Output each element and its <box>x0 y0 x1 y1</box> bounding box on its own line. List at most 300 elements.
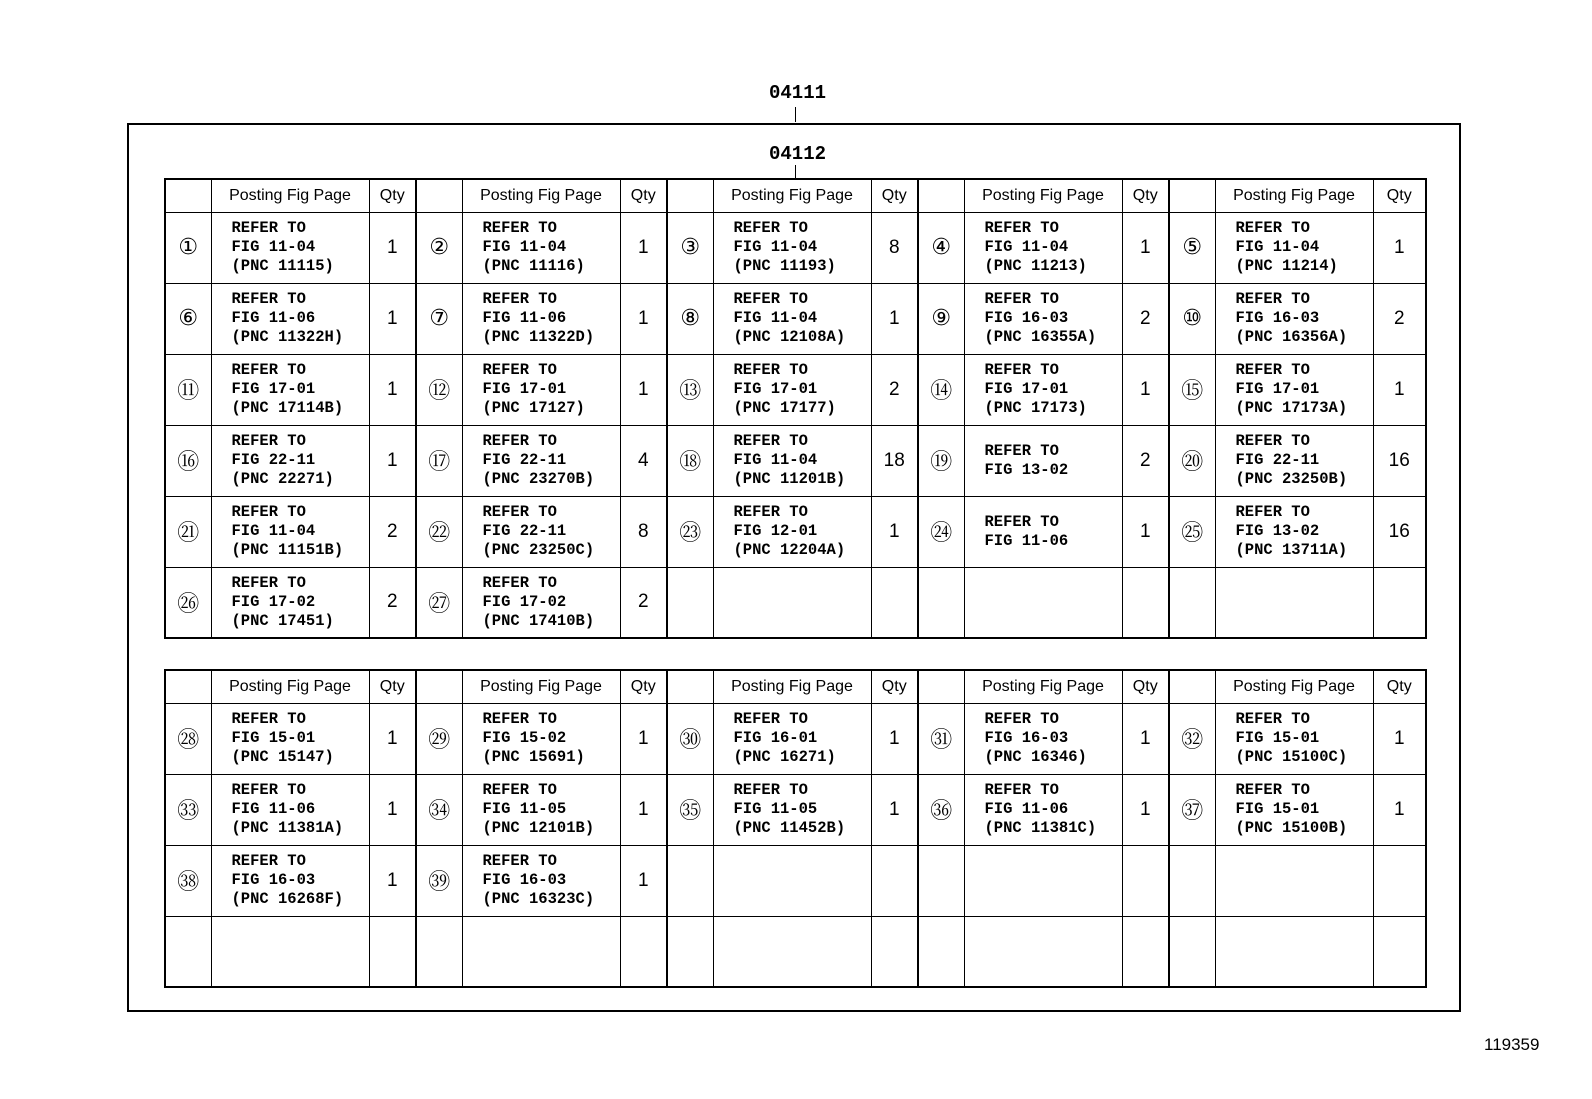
refer-to-text: REFER TO <box>231 361 306 379</box>
fig-page-text: FIG 11-05 <box>733 800 818 818</box>
callout-number: ⑲ <box>918 425 964 496</box>
refer-to-text: REFER TO <box>482 432 557 450</box>
quantity <box>1122 916 1169 987</box>
fig-page-text: FIG 16-03 <box>231 871 316 889</box>
posting-fig-reference <box>462 496 620 567</box>
pnc-text: (PNC 17177) <box>733 399 836 417</box>
callout-number <box>1169 916 1215 987</box>
posting-fig-reference <box>1215 354 1373 425</box>
callout-number: ⑱ <box>667 425 713 496</box>
fig-page-text: FIG 11-06 <box>231 800 316 818</box>
callout-number: ⑪ <box>165 354 211 425</box>
leader-line-top <box>795 107 796 122</box>
quantity: 1 <box>369 845 416 916</box>
posting-fig-reference <box>211 916 369 987</box>
fig-page-text: FIG 22-11 <box>1235 451 1320 469</box>
quantity <box>1373 567 1426 638</box>
quantity <box>871 567 918 638</box>
callout-number <box>165 916 211 987</box>
header-posting-fig-page: Posting Fig Page <box>964 179 1122 212</box>
fig-page-text: FIG 11-04 <box>984 238 1069 256</box>
refer-to-text: REFER TO <box>482 503 557 521</box>
table-row <box>165 845 1426 916</box>
fig-page-text: FIG 11-04 <box>482 238 567 256</box>
quantity <box>620 916 667 987</box>
callout-number: ⑩ <box>1169 283 1215 354</box>
fig-page-text: FIG 16-01 <box>733 729 818 747</box>
callout-number: ㉖ <box>165 567 211 638</box>
pnc-text: (PNC 23250B) <box>1235 470 1348 488</box>
fig-page-text: FIG 22-11 <box>231 451 316 469</box>
callout-number <box>918 567 964 638</box>
fig-page-text: FIG 13-02 <box>984 460 1069 479</box>
callout-number: ⑦ <box>416 283 462 354</box>
fig-page-text: FIG 11-04 <box>733 309 818 327</box>
posting-fig-reference <box>964 567 1122 638</box>
table-row <box>165 425 1426 496</box>
refer-to-text: REFER TO <box>733 290 808 308</box>
callout-number: ② <box>416 212 462 283</box>
callout-number: ㉜ <box>1169 703 1215 774</box>
header-posting-fig-page: Posting Fig Page <box>713 179 871 212</box>
fig-page-text: FIG 16-03 <box>482 871 567 889</box>
callout-number: ⑰ <box>416 425 462 496</box>
pnc-text: (PNC 15100B) <box>1235 819 1348 837</box>
posting-fig-reference <box>462 425 620 496</box>
callout-number: ㊱ <box>918 774 964 845</box>
posting-fig-reference <box>211 354 369 425</box>
posting-fig-reference <box>964 916 1122 987</box>
callout-number: ㉛ <box>918 703 964 774</box>
fig-page-text: FIG 15-01 <box>1235 729 1320 747</box>
fig-page-text: FIG 17-01 <box>984 380 1069 398</box>
refer-to-text: REFER TO <box>1235 361 1310 379</box>
parts-table-upper <box>164 178 1427 639</box>
posting-fig-reference <box>211 425 369 496</box>
parts-table-lower <box>164 669 1427 988</box>
pnc-text: (PNC 11452B) <box>733 819 846 837</box>
table-row <box>165 212 1426 283</box>
callout-number <box>667 845 713 916</box>
refer-to-text: REFER TO <box>984 441 1059 460</box>
header-posting-fig-page: Posting Fig Page <box>462 179 620 212</box>
header-blank-cell <box>165 670 211 703</box>
callout-number: ① <box>165 212 211 283</box>
pnc-text: (PNC 17173) <box>984 399 1087 417</box>
fig-page-text: FIG 13-02 <box>1235 522 1320 540</box>
header-blank-cell <box>667 670 713 703</box>
header-blank-cell <box>918 179 964 212</box>
refer-to-text: REFER TO <box>231 573 306 592</box>
refer-to-text: REFER TO <box>733 710 808 728</box>
quantity: 1 <box>1122 212 1169 283</box>
quantity: 18 <box>871 425 918 496</box>
posting-fig-reference <box>462 916 620 987</box>
table-row <box>165 496 1426 567</box>
fig-page-text: FIG 12-01 <box>733 522 818 540</box>
posting-fig-reference <box>1215 212 1373 283</box>
header-qty: Qty <box>1373 670 1426 703</box>
image-number: 119359 <box>1484 1035 1540 1054</box>
quantity: 4 <box>620 425 667 496</box>
quantity: 1 <box>1373 774 1426 845</box>
callout-number: ㉕ <box>1169 496 1215 567</box>
posting-fig-reference <box>964 703 1122 774</box>
quantity: 8 <box>871 212 918 283</box>
posting-fig-reference <box>713 845 871 916</box>
callout-number <box>667 916 713 987</box>
header-qty: Qty <box>369 670 416 703</box>
quantity: 1 <box>871 774 918 845</box>
quantity <box>1373 845 1426 916</box>
callout-number: ㉘ <box>165 703 211 774</box>
refer-to-text: REFER TO <box>984 710 1059 728</box>
pnc-text: (PNC 15147) <box>231 748 334 766</box>
refer-to-text: REFER TO <box>984 361 1059 379</box>
header-blank-cell <box>667 179 713 212</box>
quantity: 2 <box>871 354 918 425</box>
fig-page-text: FIG 22-11 <box>482 522 567 540</box>
refer-to-text: REFER TO <box>231 781 306 799</box>
pnc-text: (PNC 11214) <box>1235 257 1338 275</box>
callout-number: ㉙ <box>416 703 462 774</box>
refer-to-text: REFER TO <box>733 503 808 521</box>
callout-number: ③ <box>667 212 713 283</box>
refer-to-text: REFER TO <box>984 512 1059 531</box>
refer-to-text: REFER TO <box>984 290 1059 308</box>
refer-to-text: REFER TO <box>733 219 808 237</box>
callout-number <box>667 567 713 638</box>
callout-number <box>918 916 964 987</box>
callout-number: ⑧ <box>667 283 713 354</box>
callout-number <box>1169 845 1215 916</box>
fig-page-text: FIG 11-04 <box>1235 238 1320 256</box>
header-blank-cell <box>1169 670 1215 703</box>
callout-number: ⑫ <box>416 354 462 425</box>
pnc-text: (PNC 16323C) <box>482 890 595 908</box>
posting-fig-reference <box>211 212 369 283</box>
fig-page-text: FIG 11-05 <box>482 800 567 818</box>
quantity: 1 <box>1122 774 1169 845</box>
refer-to-text: REFER TO <box>733 432 808 450</box>
pnc-text: (PNC 23270B) <box>482 470 595 488</box>
refer-to-text: REFER TO <box>733 781 808 799</box>
quantity: 8 <box>620 496 667 567</box>
callout-number <box>918 845 964 916</box>
posting-fig-reference <box>211 496 369 567</box>
pnc-text: (PNC 16268F) <box>231 890 344 908</box>
posting-fig-reference <box>964 774 1122 845</box>
callout-number: ⑯ <box>165 425 211 496</box>
fig-page-text: FIG 11-04 <box>733 238 818 256</box>
fig-page-text: FIG 11-06 <box>231 309 316 327</box>
fig-page-text: FIG 17-01 <box>733 380 818 398</box>
header-qty: Qty <box>1122 179 1169 212</box>
pnc-text: (PNC 11116) <box>482 257 585 275</box>
quantity: 2 <box>620 567 667 638</box>
pnc-text: (PNC 17127) <box>482 399 585 417</box>
pnc-text: (PNC 16356A) <box>1235 328 1348 346</box>
header-qty: Qty <box>1122 670 1169 703</box>
posting-fig-reference <box>713 425 871 496</box>
posting-fig-reference <box>713 354 871 425</box>
pnc-text: (PNC 17410B) <box>482 611 595 630</box>
pnc-text: (PNC 11381A) <box>231 819 344 837</box>
pnc-text: (PNC 11151B) <box>231 541 344 559</box>
quantity <box>1122 567 1169 638</box>
callout-number: ㉓ <box>667 496 713 567</box>
assembly-label-04111: 04111 <box>769 82 827 104</box>
callout-number: ㉔ <box>918 496 964 567</box>
quantity: 1 <box>369 425 416 496</box>
posting-fig-reference <box>964 496 1122 567</box>
pnc-text: (PNC 12108A) <box>733 328 846 346</box>
refer-to-text: REFER TO <box>482 781 557 799</box>
pnc-text: (PNC 11201B) <box>733 470 846 488</box>
pnc-text: (PNC 11193) <box>733 257 836 275</box>
quantity: 1 <box>1373 703 1426 774</box>
posting-fig-reference <box>1215 774 1373 845</box>
refer-to-text: REFER TO <box>482 290 557 308</box>
pnc-text: (PNC 11381C) <box>984 819 1097 837</box>
header-qty: Qty <box>871 670 918 703</box>
callout-number: ㉞ <box>416 774 462 845</box>
refer-to-text: REFER TO <box>231 219 306 237</box>
quantity: 1 <box>1373 354 1426 425</box>
callout-number <box>416 916 462 987</box>
posting-fig-reference <box>211 845 369 916</box>
callout-number: ⑥ <box>165 283 211 354</box>
refer-to-text: REFER TO <box>231 710 306 728</box>
table-header-row <box>165 670 1426 703</box>
quantity <box>1373 916 1426 987</box>
pnc-text: (PNC 22271) <box>231 470 334 488</box>
fig-page-text: FIG 11-06 <box>984 531 1069 550</box>
table-row <box>165 774 1426 845</box>
quantity <box>369 916 416 987</box>
pnc-text: (PNC 17114B) <box>231 399 344 417</box>
posting-fig-reference <box>713 703 871 774</box>
quantity <box>871 916 918 987</box>
pnc-text: (PNC 17451) <box>231 611 334 630</box>
fig-page-text: FIG 11-06 <box>482 309 567 327</box>
posting-fig-reference <box>713 567 871 638</box>
quantity: 1 <box>1122 354 1169 425</box>
posting-fig-reference <box>964 283 1122 354</box>
table-row <box>165 916 1426 987</box>
quantity: 1 <box>871 283 918 354</box>
posting-fig-reference <box>1215 425 1373 496</box>
posting-fig-reference <box>462 567 620 638</box>
quantity <box>1122 845 1169 916</box>
quantity: 1 <box>871 703 918 774</box>
posting-fig-reference <box>1215 567 1373 638</box>
posting-fig-reference <box>462 283 620 354</box>
header-blank-cell <box>416 670 462 703</box>
posting-fig-reference <box>713 283 871 354</box>
callout-number: ⑭ <box>918 354 964 425</box>
quantity: 2 <box>1373 283 1426 354</box>
quantity: 2 <box>1122 425 1169 496</box>
pnc-text: (PNC 11322D) <box>482 328 595 346</box>
callout-number: ㉟ <box>667 774 713 845</box>
header-posting-fig-page: Posting Fig Page <box>1215 179 1373 212</box>
callout-number <box>1169 567 1215 638</box>
refer-to-text: REFER TO <box>1235 781 1310 799</box>
pnc-text: (PNC 16346) <box>984 748 1087 766</box>
callout-number: ⑨ <box>918 283 964 354</box>
quantity: 1 <box>1122 496 1169 567</box>
fig-page-text: FIG 15-01 <box>1235 800 1320 818</box>
header-posting-fig-page: Posting Fig Page <box>713 670 871 703</box>
quantity: 1 <box>1122 703 1169 774</box>
header-posting-fig-page: Posting Fig Page <box>211 179 369 212</box>
pnc-text: (PNC 23250C) <box>482 541 595 559</box>
table-row <box>165 283 1426 354</box>
posting-fig-reference <box>713 212 871 283</box>
refer-to-text: REFER TO <box>1235 710 1310 728</box>
pnc-text: (PNC 11322H) <box>231 328 344 346</box>
callout-number: ㉒ <box>416 496 462 567</box>
pnc-text: (PNC 11213) <box>984 257 1087 275</box>
posting-fig-reference <box>211 703 369 774</box>
pnc-text: (PNC 16271) <box>733 748 836 766</box>
posting-fig-reference <box>211 283 369 354</box>
fig-page-text: FIG 11-04 <box>231 238 316 256</box>
fig-page-text: FIG 17-02 <box>482 592 567 611</box>
posting-fig-reference <box>1215 283 1373 354</box>
quantity: 1 <box>369 354 416 425</box>
refer-to-text: REFER TO <box>482 710 557 728</box>
posting-fig-reference <box>1215 916 1373 987</box>
header-posting-fig-page: Posting Fig Page <box>964 670 1122 703</box>
callout-number: ⑤ <box>1169 212 1215 283</box>
posting-fig-reference <box>462 354 620 425</box>
pnc-text: (PNC 12204A) <box>733 541 846 559</box>
posting-fig-reference <box>462 703 620 774</box>
refer-to-text: REFER TO <box>231 432 306 450</box>
callout-number: ⑮ <box>1169 354 1215 425</box>
quantity <box>871 845 918 916</box>
quantity: 1 <box>620 845 667 916</box>
quantity: 2 <box>369 496 416 567</box>
quantity: 1 <box>620 354 667 425</box>
pnc-text: (PNC 17173A) <box>1235 399 1348 417</box>
fig-page-text: FIG 17-01 <box>231 380 316 398</box>
quantity: 1 <box>620 703 667 774</box>
refer-to-text: REFER TO <box>733 361 808 379</box>
header-qty: Qty <box>620 179 667 212</box>
fig-page-text: FIG 15-01 <box>231 729 316 747</box>
header-posting-fig-page: Posting Fig Page <box>1215 670 1373 703</box>
refer-to-text: REFER TO <box>1235 290 1310 308</box>
callout-number: ⑬ <box>667 354 713 425</box>
posting-fig-reference <box>713 496 871 567</box>
refer-to-text: REFER TO <box>984 219 1059 237</box>
table-row <box>165 703 1426 774</box>
posting-fig-reference <box>462 845 620 916</box>
pnc-text: (PNC 16355A) <box>984 328 1097 346</box>
posting-fig-reference <box>1215 845 1373 916</box>
quantity: 1 <box>369 212 416 283</box>
fig-page-text: FIG 17-01 <box>482 380 567 398</box>
pnc-text: (PNC 11115) <box>231 257 334 275</box>
callout-number: ㊳ <box>165 845 211 916</box>
callout-number: ㉚ <box>667 703 713 774</box>
quantity: 1 <box>1373 212 1426 283</box>
fig-page-text: FIG 17-01 <box>1235 380 1320 398</box>
header-blank-cell <box>416 179 462 212</box>
posting-fig-reference <box>713 774 871 845</box>
callout-number: ④ <box>918 212 964 283</box>
quantity: 1 <box>871 496 918 567</box>
posting-fig-reference <box>964 212 1122 283</box>
pnc-text: (PNC 12101B) <box>482 819 595 837</box>
assembly-label-04112: 04112 <box>769 143 827 165</box>
quantity: 1 <box>620 774 667 845</box>
quantity: 1 <box>369 703 416 774</box>
header-qty: Qty <box>620 670 667 703</box>
header-posting-fig-page: Posting Fig Page <box>462 670 620 703</box>
quantity: 1 <box>620 212 667 283</box>
leader-line-inner <box>795 165 796 178</box>
pnc-text: (PNC 15691) <box>482 748 585 766</box>
fig-page-text: FIG 16-03 <box>1235 309 1320 327</box>
posting-fig-reference <box>1215 496 1373 567</box>
header-blank-cell <box>918 670 964 703</box>
quantity: 1 <box>369 283 416 354</box>
header-qty: Qty <box>871 179 918 212</box>
table-header-row <box>165 179 1426 212</box>
table-row <box>165 354 1426 425</box>
callout-number: ㉗ <box>416 567 462 638</box>
quantity: 1 <box>369 774 416 845</box>
quantity: 2 <box>1122 283 1169 354</box>
posting-fig-reference <box>964 354 1122 425</box>
header-blank-cell <box>165 179 211 212</box>
posting-fig-reference <box>713 916 871 987</box>
fig-page-text: FIG 11-04 <box>733 451 818 469</box>
callout-number: ㊴ <box>416 845 462 916</box>
quantity: 2 <box>369 567 416 638</box>
quantity: 1 <box>620 283 667 354</box>
pnc-text: (PNC 13711A) <box>1235 541 1348 559</box>
header-blank-cell <box>1169 179 1215 212</box>
table-row <box>165 567 1426 638</box>
header-posting-fig-page: Posting Fig Page <box>211 670 369 703</box>
fig-page-text: FIG 15-02 <box>482 729 567 747</box>
posting-fig-reference <box>211 567 369 638</box>
refer-to-text: REFER TO <box>482 361 557 379</box>
refer-to-text: REFER TO <box>231 852 306 870</box>
fig-page-text: FIG 16-03 <box>984 309 1069 327</box>
callout-number: ㉝ <box>165 774 211 845</box>
posting-fig-reference <box>462 774 620 845</box>
posting-fig-reference <box>964 845 1122 916</box>
callout-number: ⑳ <box>1169 425 1215 496</box>
refer-to-text: REFER TO <box>1235 503 1310 521</box>
refer-to-text: REFER TO <box>231 290 306 308</box>
posting-fig-reference <box>1215 703 1373 774</box>
refer-to-text: REFER TO <box>482 573 557 592</box>
fig-page-text: FIG 11-06 <box>984 800 1069 818</box>
refer-to-text: REFER TO <box>482 219 557 237</box>
pnc-text: (PNC 15100C) <box>1235 748 1348 766</box>
fig-page-text: FIG 17-02 <box>231 592 316 611</box>
refer-to-text: REFER TO <box>482 852 557 870</box>
posting-fig-reference <box>964 425 1122 496</box>
refer-to-text: REFER TO <box>231 503 306 521</box>
